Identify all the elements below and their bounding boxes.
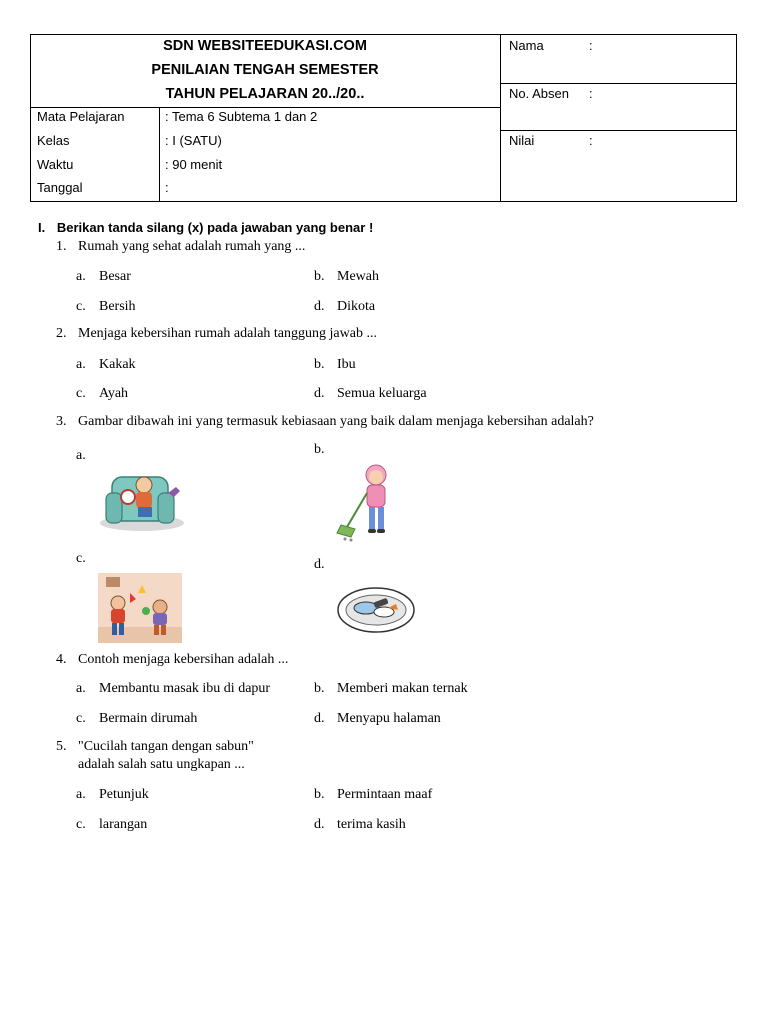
option-text[interactable]: Bermain dirumah <box>99 711 198 726</box>
picture-girl-sweeping[interactable] <box>335 461 405 543</box>
option-text[interactable]: Membantu masak ibu di dapur <box>99 681 271 696</box>
option-text[interactable]: Menyapu halaman <box>337 711 441 726</box>
side-label-nilai: Nilai <box>509 133 535 148</box>
option-text[interactable]: Petunjuk <box>99 787 149 802</box>
option-text[interactable]: Memberi makan ternak <box>337 681 468 696</box>
option-letter: b. <box>314 681 325 696</box>
question-text: Menjaga kebersihan rumah adalah tanggung jawab ... <box>78 326 377 341</box>
side-divider-1 <box>500 83 737 84</box>
side-label-nama: Nama <box>509 38 544 53</box>
header-divider-vertical <box>500 34 501 202</box>
option-letter: b. <box>314 269 325 284</box>
field-label-kelas: Kelas <box>37 133 70 148</box>
field-value-mata-pelajaran: : Tema 6 Subtema 1 dan 2 <box>165 109 318 124</box>
option-letter: d. <box>314 386 325 401</box>
field-value-tanggal: : <box>165 180 169 195</box>
field-value-waktu: : 90 menit <box>165 157 223 172</box>
question-text: Rumah yang sehat adalah rumah yang ... <box>78 239 306 254</box>
field-label-tanggal: Tanggal <box>37 180 83 195</box>
question-number: 5. <box>56 739 67 754</box>
side-value-nilai: : <box>589 133 593 148</box>
picture-children-playing[interactable] <box>98 573 182 643</box>
question-number: 3. <box>56 414 67 429</box>
option-letter: a. <box>76 787 86 802</box>
side-value-nama: : <box>589 38 593 53</box>
picture-dirty-dishes[interactable] <box>336 582 416 638</box>
option-letter: c. <box>76 386 86 401</box>
option-text[interactable]: Semua keluarga <box>337 386 427 401</box>
field-label-mata-pelajaran: Mata Pelajaran <box>37 109 125 124</box>
section-number: I. <box>38 220 46 235</box>
option-letter: a. <box>76 269 86 284</box>
option-text[interactable]: Kakak <box>99 357 136 372</box>
option-text[interactable]: Mewah <box>337 269 379 284</box>
header-divider-title <box>30 107 500 108</box>
header-table <box>30 34 737 202</box>
section-text: Berikan tanda silang (x) pada jawaban yang benar ! <box>56 220 374 235</box>
option-letter: c. <box>76 299 86 314</box>
option-letter: d. <box>314 557 325 572</box>
option-text[interactable]: Ayah <box>99 386 129 401</box>
option-text[interactable]: Ibu <box>337 357 356 372</box>
question-text: Gambar dibawah ini yang termasuk kebiasaan yang baik dalam menjaga kebersihan adalah? <box>78 414 594 429</box>
field-label-waktu: Waktu <box>37 157 74 172</box>
option-text[interactable]: Bersih <box>99 299 136 314</box>
side-divider-2 <box>500 130 737 131</box>
picture-child-on-sofa[interactable] <box>98 463 188 533</box>
option-text[interactable]: larangan <box>99 817 148 832</box>
option-text[interactable]: Dikota <box>337 299 376 314</box>
side-value-no-absen: : <box>589 86 593 101</box>
field-value-kelas: : I (SATU) <box>165 133 222 148</box>
option-letter: d. <box>314 299 325 314</box>
exam-title: PENILAIAN TENGAH SEMESTER <box>151 62 379 78</box>
question-text: "Cucilah tangan dengan sabun" <box>78 739 254 754</box>
option-letter: a. <box>76 448 86 463</box>
question-text-continued: adalah salah satu ungkapan ... <box>78 757 245 772</box>
section-instruction <box>38 220 373 235</box>
field-divider-vertical <box>159 107 160 202</box>
option-letter: c. <box>76 817 86 832</box>
option-letter: b. <box>314 357 325 372</box>
option-letter: c. <box>76 711 86 726</box>
question-number: 4. <box>56 652 67 667</box>
school-name: SDN WEBSITEEDUKASI.COM <box>163 38 367 54</box>
option-letter: c. <box>76 551 86 566</box>
option-letter: a. <box>76 681 86 696</box>
option-letter: b. <box>314 442 325 457</box>
option-text[interactable]: Besar <box>99 269 131 284</box>
option-letter: b. <box>314 787 325 802</box>
question-text: Contoh menjaga kebersihan adalah ... <box>78 652 289 667</box>
question-number: 2. <box>56 326 67 341</box>
side-label-no-absen: No. Absen <box>509 86 569 101</box>
question-number: 1. <box>56 239 67 254</box>
option-letter: d. <box>314 711 325 726</box>
option-letter: d. <box>314 817 325 832</box>
option-text[interactable]: terima kasih <box>337 817 406 832</box>
option-text[interactable]: Permintaan maaf <box>337 787 433 802</box>
option-letter: a. <box>76 357 86 372</box>
school-year: TAHUN PELAJARAN 20../20.. <box>165 86 365 102</box>
